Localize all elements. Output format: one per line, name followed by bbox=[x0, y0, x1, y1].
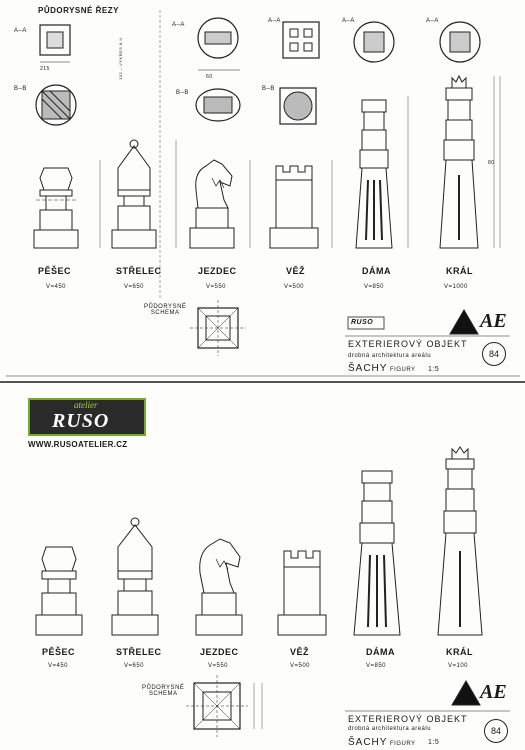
piece-volume-rook: V=500 bbox=[284, 284, 305, 290]
dimension-label: 60 bbox=[206, 74, 213, 80]
bishop-elevation bbox=[112, 140, 156, 248]
piece-name-bishop: STŘELEC bbox=[116, 266, 162, 276]
piece-name-pawn-bottom: PĚŠEC bbox=[42, 647, 76, 657]
title-block-drawing: ŠACHY bbox=[348, 363, 388, 374]
queen-elevation bbox=[356, 100, 392, 248]
atelier-logo bbox=[28, 398, 146, 436]
piece-name-rook-bottom: VĚŽ bbox=[290, 647, 310, 657]
pawn-elevation bbox=[34, 168, 78, 248]
title-block-object: EXTERIEROVÝ OBJEKT bbox=[348, 339, 468, 349]
section-bb-pawn bbox=[36, 85, 76, 125]
piece-name-king-bottom: KRÁL bbox=[446, 647, 473, 657]
piece-volume-queen: V=850 bbox=[364, 284, 385, 290]
piece-name-knight-bottom: JEZDEC bbox=[200, 647, 239, 657]
brand-mark-bottom: AE bbox=[480, 681, 507, 703]
brand-mark: AE bbox=[480, 310, 507, 332]
piece-volume-king: V=1000 bbox=[444, 284, 468, 290]
piece-volume-queen-bottom: V=850 bbox=[366, 663, 387, 669]
dimension-label: 215 bbox=[40, 66, 50, 72]
bishop-elevation-bottom bbox=[112, 518, 158, 635]
piece-volume-knight-bottom: V=550 bbox=[208, 663, 229, 669]
piece-volume-pawn: V=450 bbox=[46, 284, 67, 290]
plan-schema-label: PŮDORYSNÉ SCHEMA bbox=[144, 304, 187, 316]
plan-sections-title: PŮDORYSNÉ ŘEZY bbox=[38, 6, 119, 15]
section-label-bb: B–B bbox=[14, 86, 27, 92]
piece-volume-bishop: V=650 bbox=[124, 284, 145, 290]
plan-schema-label-bottom: PŮDORYSNÉ SCHEMA bbox=[142, 685, 185, 697]
section-aa-king bbox=[440, 22, 480, 62]
signature-stamp: RUSO bbox=[351, 319, 374, 326]
section-label-aa-5: A–A bbox=[426, 18, 439, 24]
section-label-aa-2: A–A bbox=[172, 22, 185, 28]
rook-elevation bbox=[270, 166, 318, 248]
pawn-elevation-bottom bbox=[36, 547, 82, 635]
piece-volume-rook-bottom: V=500 bbox=[290, 663, 311, 669]
plan-schema-bottom bbox=[186, 675, 262, 737]
king-elevation bbox=[440, 76, 478, 248]
piece-name-queen: DÁMA bbox=[362, 266, 391, 276]
title-block-subtitle: drobná architektura areálu bbox=[348, 353, 432, 359]
title-block-scale-bottom: 1:5 bbox=[428, 739, 440, 746]
section-aa-rook bbox=[283, 22, 319, 58]
section-label-bb-2: B–B bbox=[176, 90, 189, 96]
piece-name-knight: JEZDEC bbox=[198, 266, 237, 276]
section-bb-rook bbox=[280, 88, 316, 124]
piece-name-pawn: PĚŠEC bbox=[38, 266, 72, 276]
sheet-number-bottom: 84 bbox=[484, 719, 508, 743]
piece-name-queen-bottom: DÁMA bbox=[366, 647, 395, 657]
king-elevation-bottom bbox=[438, 447, 482, 635]
dimension-label: 80 bbox=[488, 160, 495, 166]
section-aa-pawn bbox=[40, 25, 70, 62]
section-aa-knight bbox=[198, 18, 240, 70]
section-label-aa-4: A–A bbox=[342, 18, 355, 24]
queen-elevation-bottom bbox=[354, 471, 400, 635]
piece-volume-pawn-bottom: V=450 bbox=[48, 663, 69, 669]
title-block-figure: FIGURY bbox=[390, 367, 416, 373]
section-label-aa-3: A–A bbox=[268, 18, 281, 24]
drawing-note: 102 – VÝKRES 8-II bbox=[118, 37, 123, 80]
sheet-number: 84 bbox=[482, 342, 506, 366]
section-label-bb-3: B–B bbox=[262, 86, 275, 92]
section-bb-knight bbox=[196, 89, 240, 121]
piece-volume-king-bottom: V=100 bbox=[448, 663, 469, 669]
piece-name-bishop-bottom: STŘELEC bbox=[116, 647, 162, 657]
piece-name-rook: VĚŽ bbox=[286, 266, 306, 276]
title-block-drawing-bottom: ŠACHY bbox=[348, 737, 388, 748]
bottom-drawing-sheet bbox=[0, 383, 525, 750]
title-block-object-bottom: EXTERIEROVÝ OBJEKT bbox=[348, 714, 468, 724]
plan-schema-top bbox=[190, 300, 246, 356]
piece-volume-knight: V=550 bbox=[206, 284, 227, 290]
knight-elevation-bottom bbox=[196, 539, 242, 635]
website-url[interactable]: WWW.RUSOATELIER.CZ bbox=[28, 440, 128, 449]
section-label-aa: A–A bbox=[14, 28, 27, 34]
title-block-figure-bottom: FIGURY bbox=[390, 741, 416, 747]
title-block-subtitle-bottom: drobná architektura areálu bbox=[348, 726, 432, 732]
logo-small-text: atelier bbox=[74, 400, 98, 410]
bottom-sheet-drawing bbox=[0, 383, 525, 750]
title-block-scale: 1:5 bbox=[428, 366, 440, 373]
section-aa-queen bbox=[354, 22, 394, 62]
rook-elevation-bottom bbox=[278, 551, 326, 635]
piece-volume-bishop-bottom: V=650 bbox=[124, 663, 145, 669]
knight-elevation bbox=[190, 160, 234, 248]
piece-name-king: KRÁL bbox=[446, 266, 473, 276]
logo-main-text: RUSO bbox=[52, 410, 110, 432]
